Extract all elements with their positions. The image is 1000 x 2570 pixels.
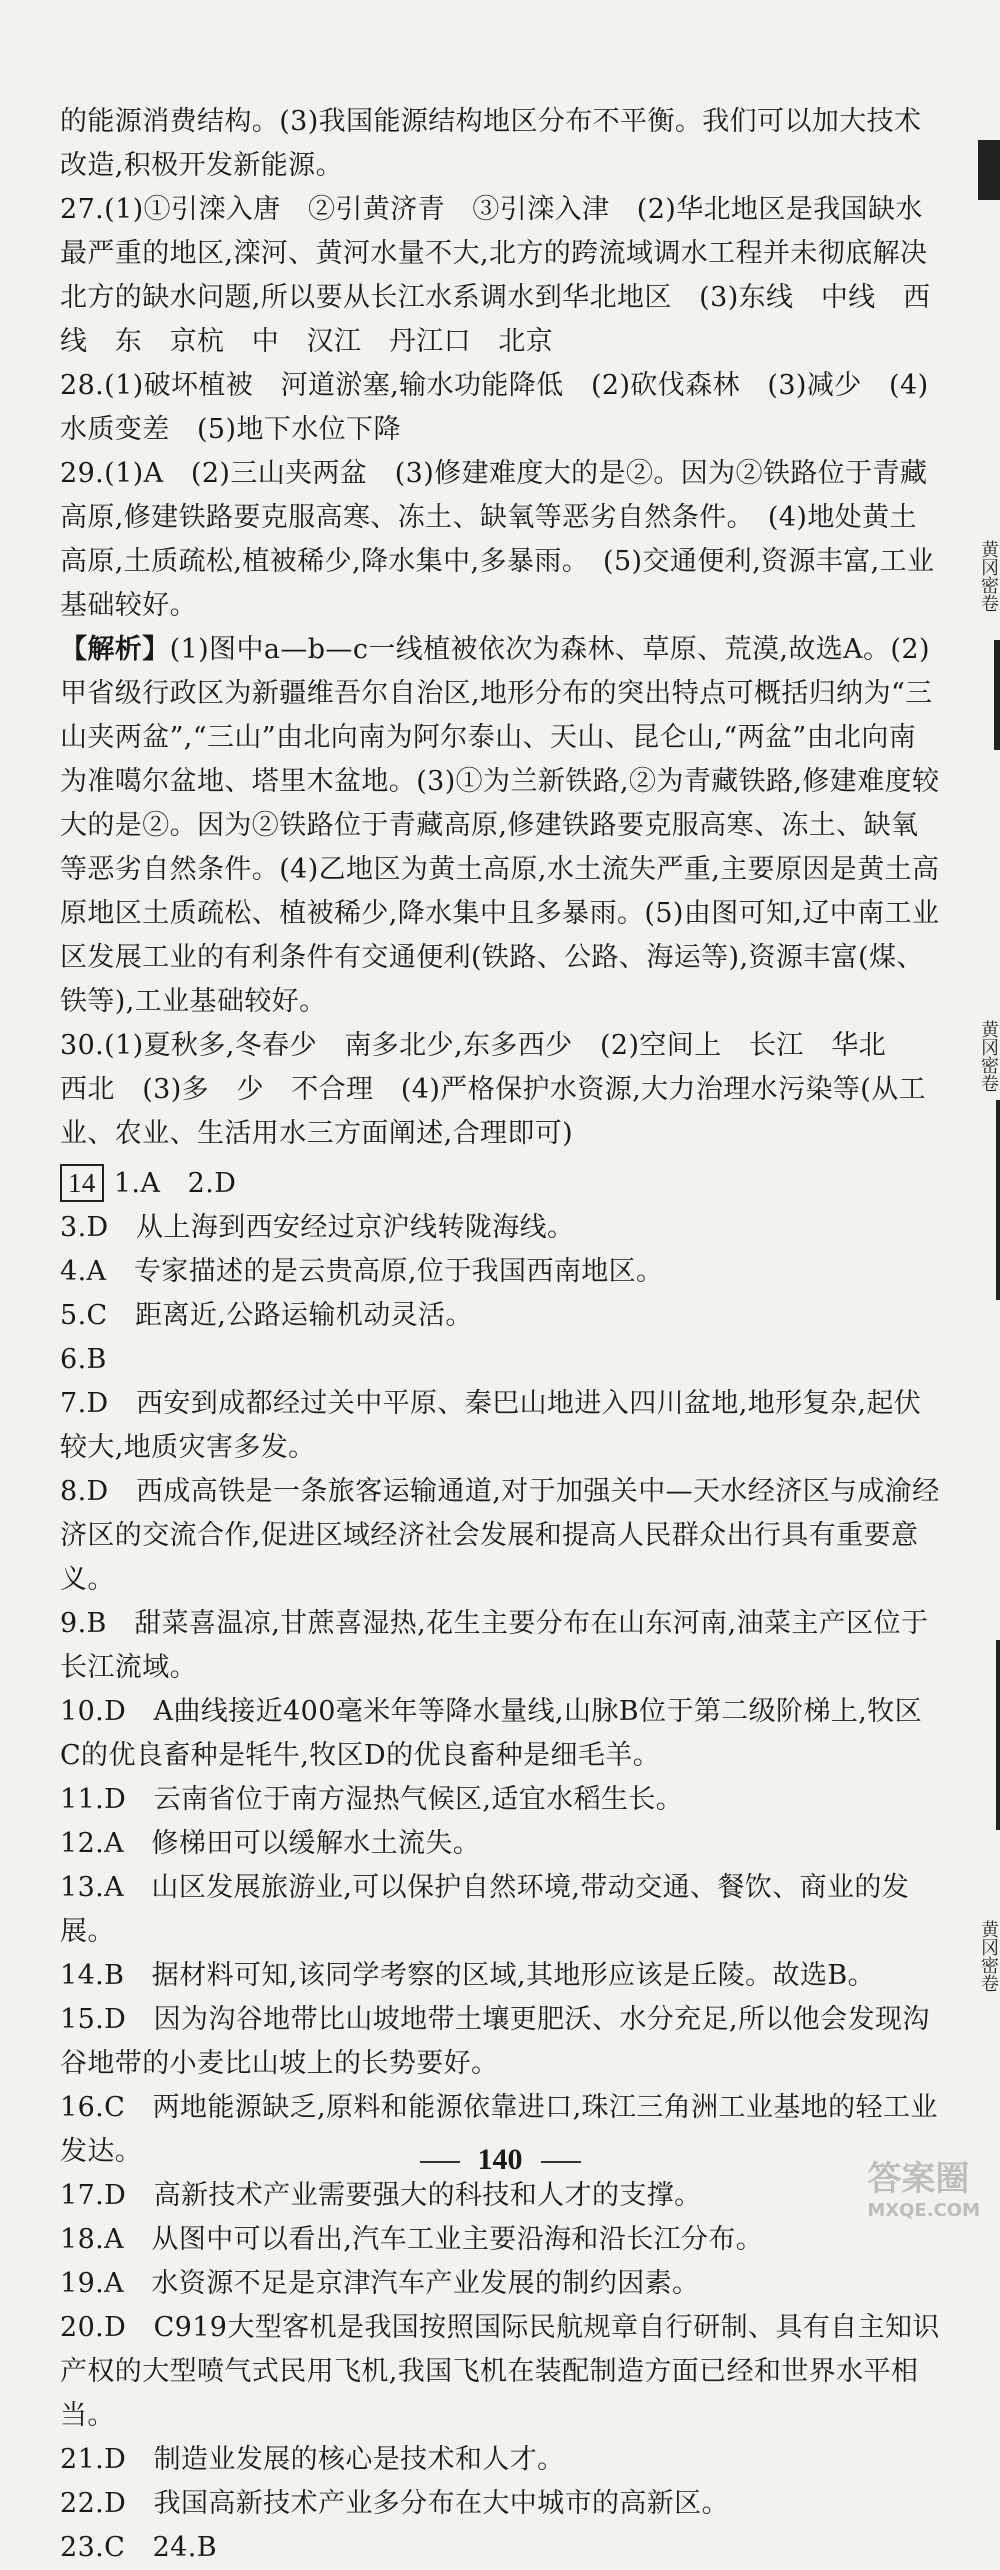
analysis-text: (1)图中a—b—c一线植被依次为森林、草原、荒漠,故选A。(2)甲省级行政区为新疆维吾尔自治区,地形分布的突出特点可概括归纳为“三山夹两盆”,“三山”由北向南为阿尔泰山、天山、昆仑山,“两盆”由北向南为准噶尔盆地、塔里木盆地。(3)①为兰新铁路,②为青藏铁路,修建难度较大的是②。因为②铁路位于青藏高原,修建铁路要克服高寒、冻土、缺氧等恶劣自然条件。(4)乙地区为黄土高原,水土流失严重,主要原因是黄土高原地区土质疏松、植被稀少,降水集中且多暴雨。(5)由图可知,辽中南工业区发展工业的有利条件有交通便利(铁路、公路、海运等),资源丰富(煤、铁等),工业基础较好。 <box>60 634 940 1017</box>
answer-text: 1.A 2.D <box>113 1168 237 1199</box>
answer-entry: 6.B <box>60 1344 107 1375</box>
answer-entry: 5.C 距离近,公路运输机动灵活。 <box>60 1300 473 1331</box>
answer-entry: 的能源消费结构。(3)我国能源结构地区分布不平衡。我们可以加大技术改造,积极开发新能源。 <box>60 106 922 181</box>
watermark-logo <box>867 2151 980 2221</box>
answer-entry: 23.C 24.B <box>60 2532 217 2563</box>
answer-entry: 22.D 我国高新技术产业多分布在大中城市的高新区。 <box>60 2488 729 2519</box>
page-number <box>0 2143 1000 2177</box>
answer-entry: 8.D 西成高铁是一条旅客运输通道,对于加强关中—天水经济区与成渝经济区的交流合作,促进区域经济社会发展和提高人民群众出行具有重要意义。 <box>60 1476 940 1595</box>
analysis-entry <box>60 628 940 1024</box>
answer-entry: 4.A 专家描述的是云贵高原,位于我国西南地区。 <box>60 1256 664 1287</box>
answer-entry: 19.A 水资源不足是京津汽车产业发展的制约因素。 <box>60 2268 700 2299</box>
answer-entry: 11.D 云南省位于南方湿热气候区,适宜水稻生长。 <box>60 1784 684 1815</box>
answer-entry: 27.(1)①引滦入唐 ②引黄济青 ③引滦入津 (2)华北地区是我国缺水最严重的地区,滦河、黄河水量不大,北方的跨流域调水工程并未彻底解决北方的缺水问题,所以要从长江水系调水到华北地区 (3)东线 中线 西线 东 京杭 中 汉江 丹江口 北京 <box>60 194 931 357</box>
answer-entry: 12.A 修梯田可以缓解水土流失。 <box>60 1828 481 1859</box>
answer-entry: 7.D 西安到成都经过关中平原、秦巴山地进入四川盆地,地形复杂,起伏较大,地质灾害多发。 <box>60 1388 922 1463</box>
answer-entry: 16.C 两地能源缺乏,原料和能源依靠进口,珠江三角洲工业基地的轻工业发达。 <box>60 2092 938 2167</box>
page-number-text: 140 <box>477 2143 523 2176</box>
answer-entry: 17.D 高新技术产业需要强大的科技和人才的支撑。 <box>60 2180 702 2211</box>
answer-entry: 29.(1)A (2)三山夹两盆 (3)修建难度大的是②。因为②铁路位于青藏高原,修建铁路要克服高寒、冻土、缺氧等恶劣自然条件。 (4)地处黄土高原,土质疏松,植被稀少,降水集中,多暴雨。 (5)交通便利,资源丰富,工业基础较好。 <box>60 458 935 621</box>
margin-label: 黄冈密卷 <box>978 1920 999 1992</box>
watermark-main: 答案圈 <box>867 2159 970 2199</box>
margin-label: 黄冈密卷 <box>978 540 999 612</box>
answer-entry: 20.D C919大型客机是我国按照国际民航规章自行研制、具有自主知识产权的大型喷气式民用飞机,我国飞机在装配制造方面已经和世界水平相当。 <box>60 2312 940 2431</box>
answer-entry: 3.D 从上海到西安经过京沪线转陇海线。 <box>60 1212 575 1243</box>
answer-entry: 28.(1)破坏植被 河道淤塞,输水功能降低 (2)砍伐森林 (3)减少 (4)水质变差 (5)地下水位下降 <box>60 370 929 445</box>
answer-entry <box>60 1162 940 1206</box>
answer-entry: 15.D 因为沟谷地带比山坡地带土壤更肥沃、水分充足,所以他会发现沟谷地带的小麦比山坡上的长势要好。 <box>60 2004 930 2079</box>
watermark-sub: MXQE.COM <box>867 2200 980 2221</box>
margin-label: 黄冈密卷 <box>978 1020 999 1092</box>
answer-entry: 14.B 据材料可知,该同学考察的区域,其地形应该是丘陵。故选B。 <box>60 1960 875 1991</box>
page-number-dash-right <box>541 2161 581 2163</box>
margin-bar <box>996 1640 1000 1830</box>
answer-entry: 21.D 制造业发展的核心是技术和人才。 <box>60 2444 565 2475</box>
answer-entry: 13.A 山区发展旅游业,可以保护自然环境,带动交通、餐饮、商业的发展。 <box>60 1872 910 1947</box>
answer-entry: 18.A 从图中可以看出,汽车工业主要沿海和沿长江分布。 <box>60 2224 764 2255</box>
analysis-tag: 【解析】 <box>60 634 170 665</box>
page-content <box>60 100 940 2570</box>
answer-entry: 10.D A曲线接近400毫米年等降水量线,山脉B位于第二级阶梯上,牧区C的优良畜种是牦牛,牧区D的优良畜种是细毛羊。 <box>60 1696 923 1771</box>
page-number-dash-left <box>420 2161 460 2163</box>
section-number-box: 14 <box>60 1164 104 1202</box>
margin-bar <box>996 1100 1000 1300</box>
answer-entry: 30.(1)夏秋多,冬春少 南多北少,东多西少 (2)空间上 长江 华北 西北 (3)多 少 不合理 (4)严格保护水资源,大力治理水污染等(从工业、农业、生活用水三方面阐述,合理即可) <box>60 1030 927 1149</box>
margin-bar <box>994 640 1000 750</box>
answer-entry: 9.B 甜菜喜温凉,甘蔗喜湿热,花生主要分布在山东河南,油菜主产区位于长江流域。 <box>60 1608 929 1683</box>
margin-bar <box>978 140 1000 200</box>
